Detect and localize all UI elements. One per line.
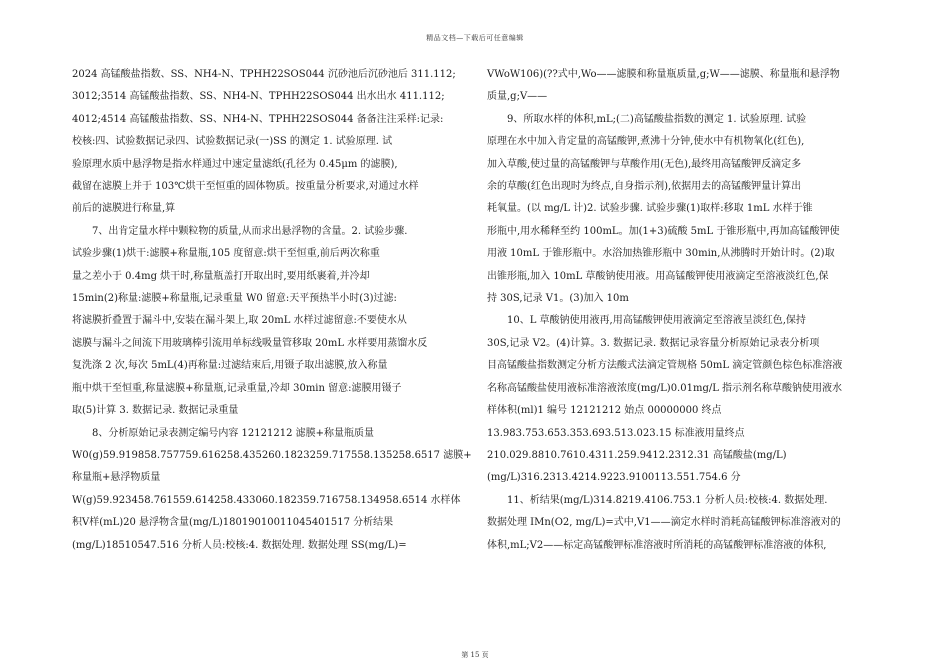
left-column [72,64,472,557]
paragraph: 10、L 草酸钠使用液再,用高锰酸钾使用液滴定至溶液呈淡红色,保持 30S,记录 V2。(4)计算。3. 数据记录. 数据记录容量分析原始记录表分析项 目高锰酸盐指数测定分析方法酸式法滴定管规格 50mL 滴定管颜色棕色标准溶液 名称高锰酸盐使用液标准溶液浓度(mg/L)0.01mg/L 指示剂名称草酸钠使用液水 样体积(ml)1 编号 12121212 始点 00000000 终点 13.983.753.653.353.693.513.023.15 标准液用量终点 210.029.8810.7610.4311.259.9412.2312.31 高锰酸盐(mg/L) (mg/L)316.2313.4214.9223.9100113.551.754.6 分 [487,315,843,484]
paragraph: 11、析结果(mg/L)314.8219.4106.753.1 分析人员:校核:4. 数据处理. 数据处理 IMn(O2, mg/L)=式中,V1——滴定水样时消耗高锰酸钾标准溶液对的 体积,mL;V2——标定高锰酸钾标准溶液时所消耗的高锰酸钾标准溶液的体积, [487,494,841,551]
paragraph: VWoW106)(??式中,Wo——滤膜和称量瓶质量,g;W——滤膜、称量瓶和悬浮物 质量,g;V—— [487,69,840,103]
page-number: 第 15 页 [461,651,489,659]
page-header: 精品文档—下载后可任意编辑 [426,34,524,42]
paragraph: 7、出肯定量水样中颗粒物的质量,从而求出悬浮物的含量。2. 试验步骤. 试验步骤(1)烘干:滤膜+称量瓶,105 度留意:烘干至恒重,前后两次称重 量之差小于 0.4mg 烘干时,称量瓶盖打开取出时,要用纸裹着,并冷却 15min(2)称量:滤膜+称量瓶,记录重量 W0 留意:天平预热半小时(3)过滤: 将滤膜折叠置于漏斗中,安装在漏斗架上,取 20mL 水样过滤留意:不要使水从 滤膜与漏斗之间流下用玻璃棒引流用单标线吸量管移取 20mL 水样要用蒸馏水反 复洗涤 2 次,每次 5mL(4)再称量:过滤结束后,用镊子取出滤膜,放入称量 瓶中烘干至恒重,称量滤膜+称量瓶,记录重量,冷却 30min 留意:滤膜用镊子 取(5)计算 3. 数据记录. 数据记录重量 [72,225,428,417]
paragraph: 9、所取水样的体积,mL;(二)高锰酸盐指数的测定 1. 试验原理. 试验 原理在水中加入肯定量的高锰酸钾,煮沸十分钟,使水中有机物氧化(红色), 加入草酸,使过量的高锰酸钾与草酸作用(无色),最终用高锰酸钾反滴定多 余的草酸(红色出现时为终点,自身指示剂),依据用去的高锰酸钾量计算出 耗氧量。(以 mg/L 计)2. 试验步骤. 试验步骤(1)取样:移取 1mL 水样于锥 形瓶中,用水稀释至约 100mL。加(1+3)硫酸 5mL 于锥形瓶中,再加高锰酸钾使 用液 10mL 于锥形瓶中。水浴加热锥形瓶中 30min,从沸腾时开始计时。(2)取 出锥形瓶,加入 10mL 草酸钠使用液。用高锰酸钾使用液滴定至溶液淡红色,保 持 30S,记录 V1。(3)加入 10m [487,113,840,305]
right-column [487,64,882,557]
paragraph: 8、分析原始记录表测定编号内容 12121212 滤膜+称量瓶质量 W0(g)59.919858.757759.616258.435260.1823259.717558.135258.6517 滤膜+ 称量瓶+悬浮物质量 W(g)59.923458.761559.614258.433060.182359.716758.134958.6514 水样体 积V样(mL)20 悬浮物含量(mg/L)18019010011045401517 分析结果 (mg/L)18510547.516 分析人员:校核:4. 数据处理. 数据处理 SS(mg/L)= [72,427,472,551]
paragraph: 2024 高锰酸盐指数、SS、NH4-N、TPHH22SOS044 沉砂池后沉砂池后 311.112; 3012;3514 高锰酸盐指数、SS、NH4-N、TPHH22SOS044 出水出水 411.112; 4012;4514 高锰酸盐指数、SS、NH4-N、TPHH22SOS044 备备注注采样:记录: 校核:四、试验数据记录四、试验数据记录(一)SS 的测定 1. 试验原理. 试 验原理水质中悬浮物是指水样通过中速定量滤纸(孔径为 0.45μm 的滤膜), 截留在滤膜上并于 103℃烘干至恒重的固体物质。按重量分析要求,对通过水样 前后的滤膜进行称量,算 [72,69,456,215]
